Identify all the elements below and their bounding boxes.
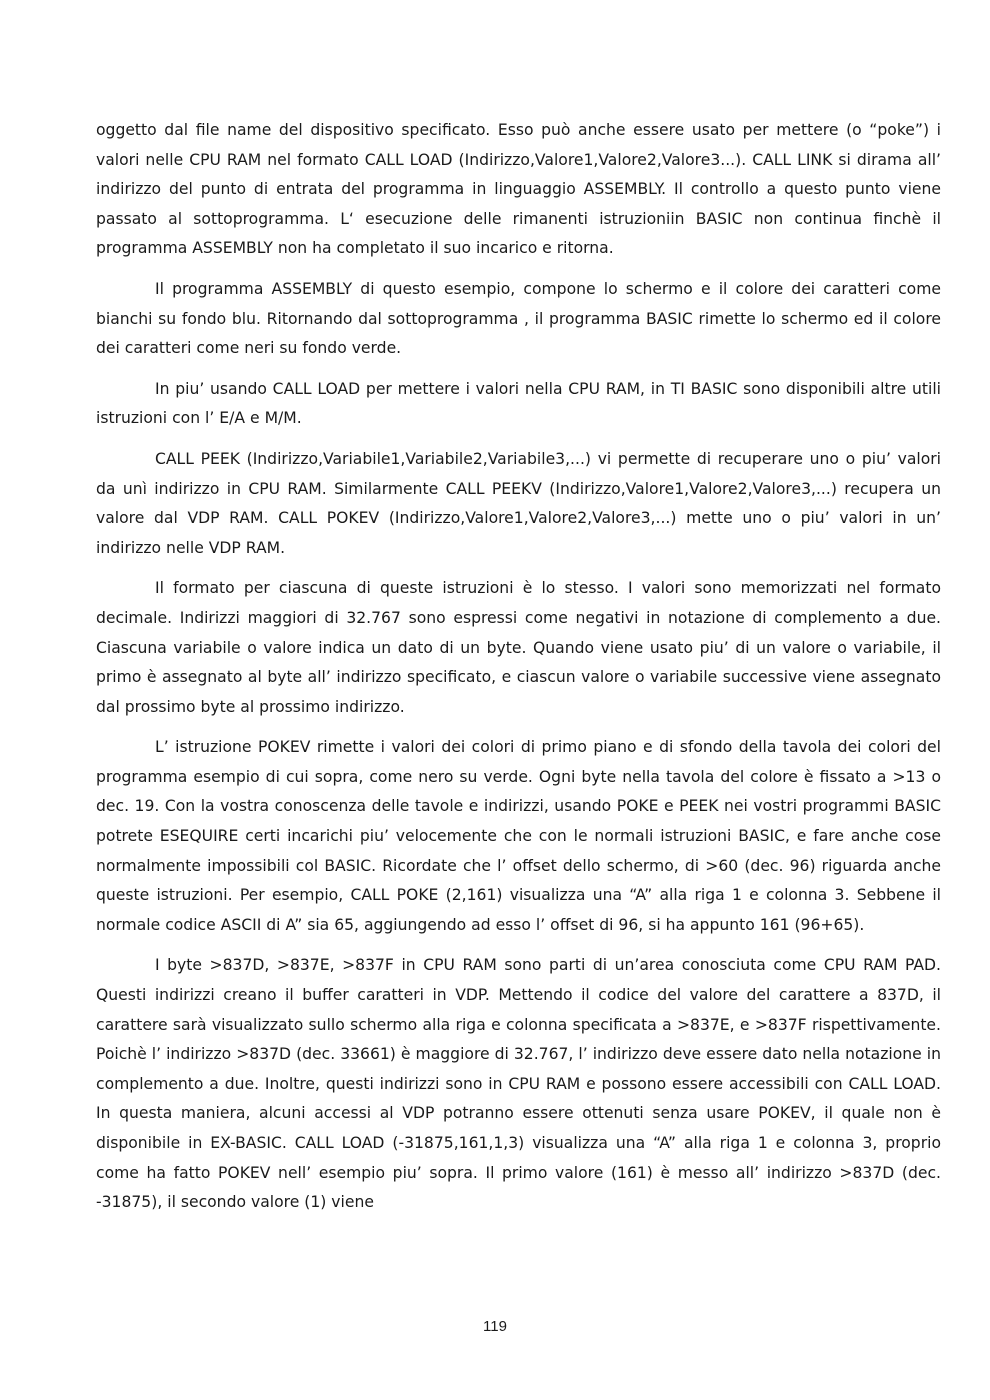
paragraph-call-load: In piu’ usando CALL LOAD per mettere i valori nella CPU RAM, in TI BASIC sono disponibili altre utili istruzioni con l’ E/A e M/M. bbox=[96, 379, 941, 428]
page-number: 119 bbox=[483, 1318, 507, 1335]
paragraph-cpu-ram-pad: I byte >837D, >837E, >837F in CPU RAM sono parti di un’area conosciuta come CPU RAM PAD. Questi indirizzi creano il buffer caratteri in VDP. Mettendo il codice del valore del carattere a 837D, il carattere sarà visualizzato sullo schermo alla riga e colonna specificata a >837E, e >837F rispettivamente. Poichè l’ indirizzo >837D (dec. 33661) è maggiore di 32.767, l’ indirizzo deve essere dato nella notazione in complemento a due. Inoltre, questi indirizzi sono in CPU RAM e possono essere accessibili con CALL LOAD. In questa maniera, alcuni accessi al VDP potranno essere ottenuti senza usare POKEV, il quale non è disponibile in EX-BASIC. CALL LOAD (-31875,161,1,3) visualizza una “A” alla riga 1 e colonna 3, proprio come ha fatto POKEV nell’ esempio piu’ sopra. Il primo valore (161) è messo all’ indirizzo >837D (dec. -31875), il secondo valore (1) viene bbox=[96, 956, 941, 1212]
paragraph-pokev: L’ istruzione POKEV rimette i valori dei colori di primo piano e di sfondo della tavola dei colori del programma esempio di cui sopra, come nero su verde. Ogni byte nella tavola del colore è fissato a >13 o dec. 19. Con la vostra conoscenza delle tavole e indirizzi, usando POKE e PEEK nei vostri programmi BASIC potrete ESEQUIRE certi incarichi piu’ velocemente che con le normali istruzioni BASIC, e fare anche cose normalmente impossibili col BASIC. Ricordate che l’ offset dello schermo, di >60 (dec. 96) riguarda anche queste istruzioni. Per esempio, CALL POKE (2,161) visualizza una “A” alla riga 1 e colonna 3. Sebbene il normale codice ASCII di A” sia 65, aggiungendo ad esso l’ offset di 96, si ha appunto 161 (96+65). bbox=[96, 738, 941, 934]
body-text bbox=[96, 116, 941, 1229]
paragraph-continuation: oggetto dal file name del dispositivo specificato. Esso può anche essere usato per mettere (o “poke”) i valori nelle CPU RAM nel formato CALL LOAD (Indirizzo,Valore1,Valore2,Valore3...). CALL LINK si dirama all’ indirizzo del punto di entrata del programma in linguaggio ASSEMBLY. Il controllo a questo punto viene passato al sottoprogramma. L‘ esecuzione delle rimanenti istruzioniin BASIC non continua finchè il programma ASSEMBLY non ha completato il suo incarico e ritorna. bbox=[96, 121, 941, 258]
paragraph-format: Il formato per ciascuna di queste istruzioni è lo stesso. I valori sono memorizzati nel formato decimale. Indirizzi maggiori di 32.767 sono espressi come negativi in notazione di complemento a due. Ciascuna variabile o valore indica un dato di un byte. Quando viene usato piu’ di un valore o variabile, il primo è assegnato al byte all’ indirizzo specificato, e ciascun valore o variabile successive viene assegnato dal prossimo byte al prossimo indirizzo. bbox=[96, 579, 941, 716]
paragraph-assembly-example: Il programma ASSEMBLY di questo esempio, compone lo schermo e il colore dei caratteri come bianchi su fondo blu. Ritornando dal sottoprogramma , il programma BASIC rimette lo schermo ed il colore dei caratteri come neri su fondo verde. bbox=[96, 279, 941, 358]
paragraph-call-peek: CALL PEEK (Indirizzo,Variabile1,Variabile2,Variabile3,...) vi permette di recuperare uno o piu’ valori da unì indirizzo in CPU RAM. Similarmente CALL PEEKV (Indirizzo,Valore1,Valore2,Valore3,...) recupera un valore dal VDP RAM. CALL POKEV (Indirizzo,Valore1,Valore2,Valore3,...) mette uno o piu’ valori in un’ indirizzo nelle VDP RAM. bbox=[96, 449, 941, 557]
